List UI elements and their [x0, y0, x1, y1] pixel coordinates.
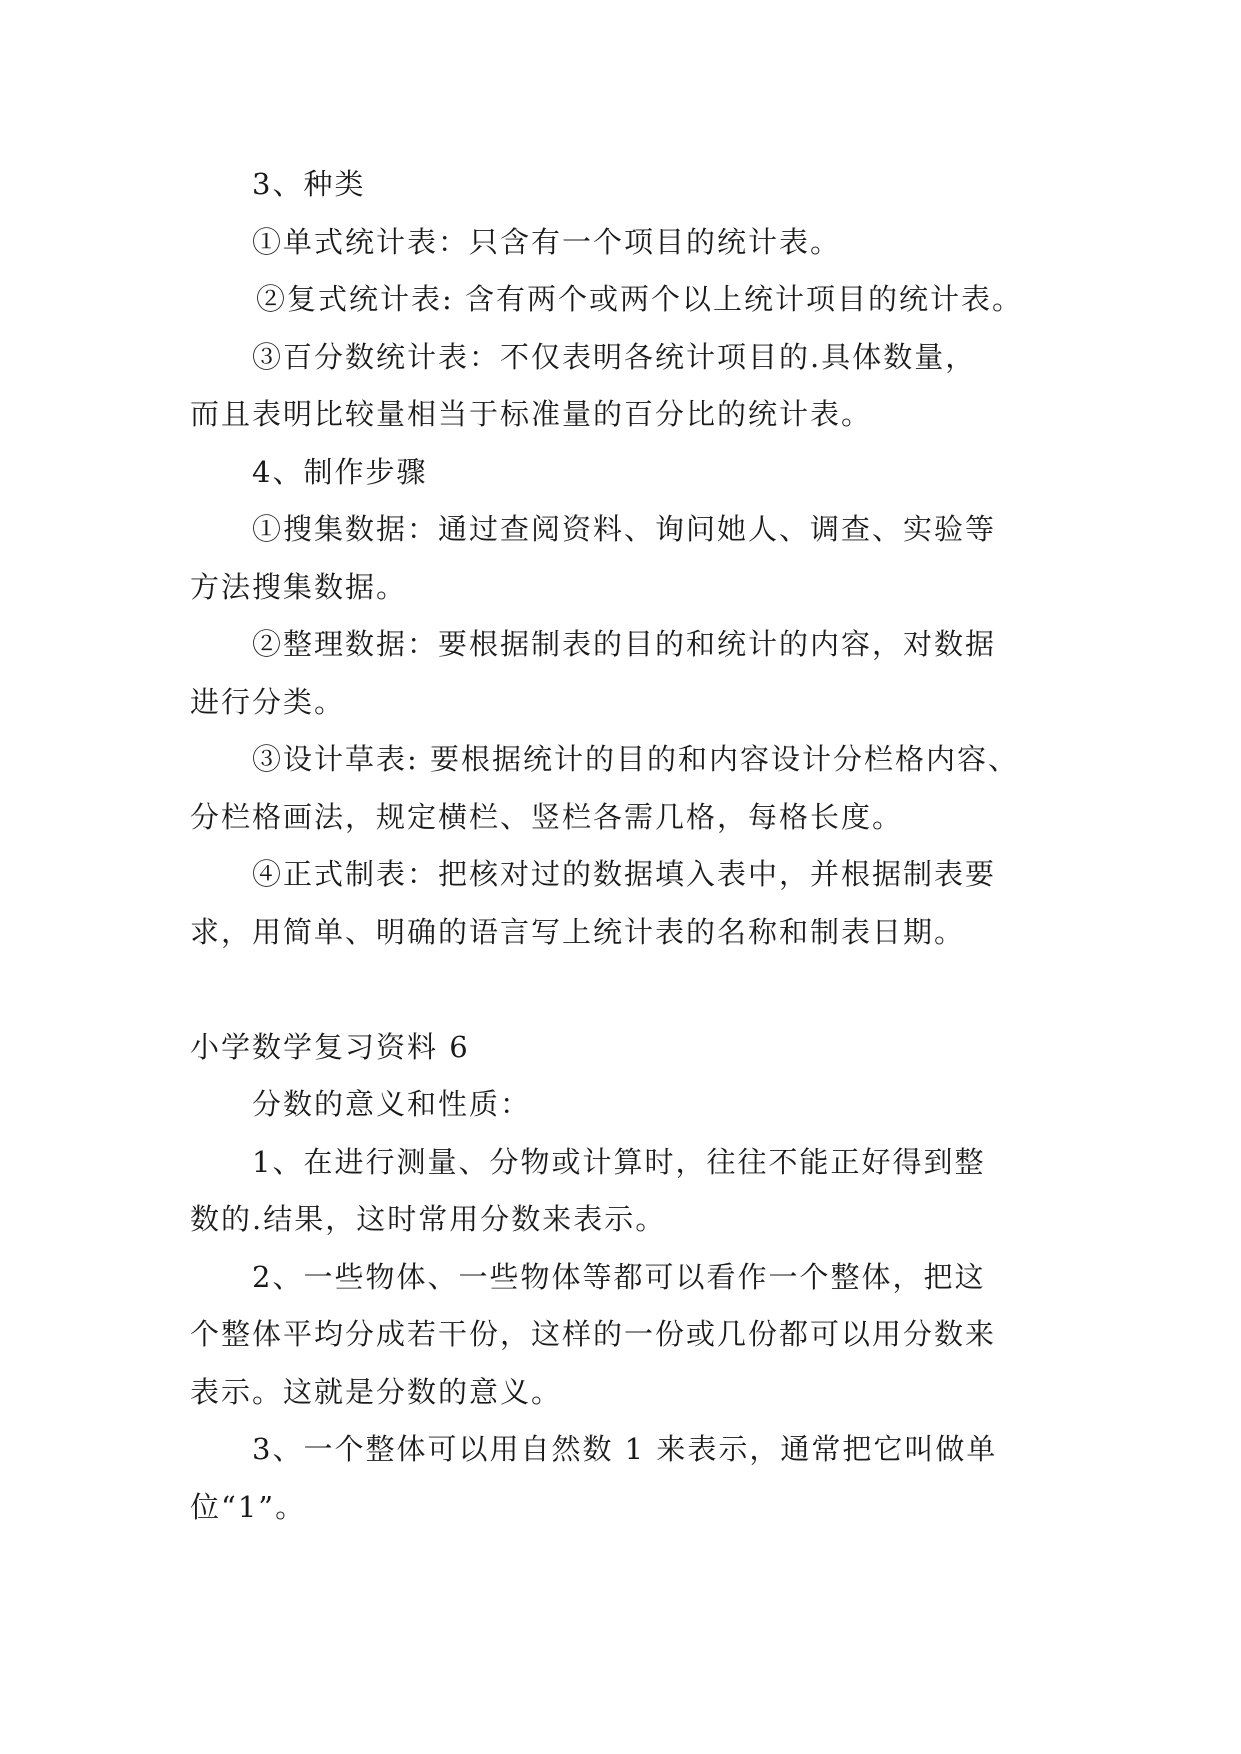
section-subtitle: 分数的意义和性质： [252, 1087, 532, 1121]
item-percent-table-line1: ③百分数统计表：不仅表明各统计项目的.具体数量， [252, 340, 977, 374]
step-finalize-line1: ④正式制表：把核对过的数据填入表中，并根据制表要 [252, 857, 997, 891]
paragraph-3-line1: 3、一个整体可以用自然数 1 来表示，通常把它叫做单 [252, 1432, 998, 1466]
step-collect-line2: 方法搜集数据。 [190, 570, 408, 604]
heading-steps: 4、制作步骤 [252, 455, 428, 489]
paragraph-1-line2: 数的.结果，这时常用分数来表示。 [190, 1202, 667, 1236]
paragraph-2-line2: 个整体平均分成若干份，这样的一份或几份都可以用分数来 [190, 1317, 997, 1351]
step-organize-line2: 进行分类。 [190, 685, 346, 719]
step-organize-line1: ②整理数据：要根据制表的目的和统计的内容，对数据 [252, 627, 997, 661]
item-single-table: ①单式统计表：只含有一个项目的统计表。 [252, 225, 842, 259]
paragraph-2-line1: 2、一些物体、一些物体等都可以看作一个整体，把这 [252, 1260, 986, 1294]
heading-types: 3、种类 [252, 167, 366, 201]
paragraph-1-line1: 1、在进行测量、分物或计算时，往往不能正好得到整 [252, 1145, 986, 1179]
section-title: 小学数学复习资料 6 [190, 1030, 470, 1064]
item-percent-table-line2: 而且表明比较量相当于标准量的百分比的统计表。 [190, 397, 873, 431]
step-design-line1: ③设计草表: 要根据统计的目的和内容设计分栏格内容、 [252, 742, 1019, 776]
paragraph-3-line2: 位“1”。 [190, 1490, 307, 1524]
step-design-line2: 分栏格画法，规定横栏、竖栏各需几格，每格长度。 [190, 800, 904, 834]
paragraph-2-line3: 表示。这就是分数的意义。 [190, 1375, 563, 1409]
step-collect-line1: ①搜集数据：通过查阅资料、询问她人、调查、实验等 [252, 512, 997, 546]
step-finalize-line2: 求，用简单、明确的语言写上统计表的名称和制表日期。 [190, 915, 966, 949]
item-compound-table: ②复式统计表: 含有两个或两个以上统计项目的统计表。 [256, 282, 1023, 316]
